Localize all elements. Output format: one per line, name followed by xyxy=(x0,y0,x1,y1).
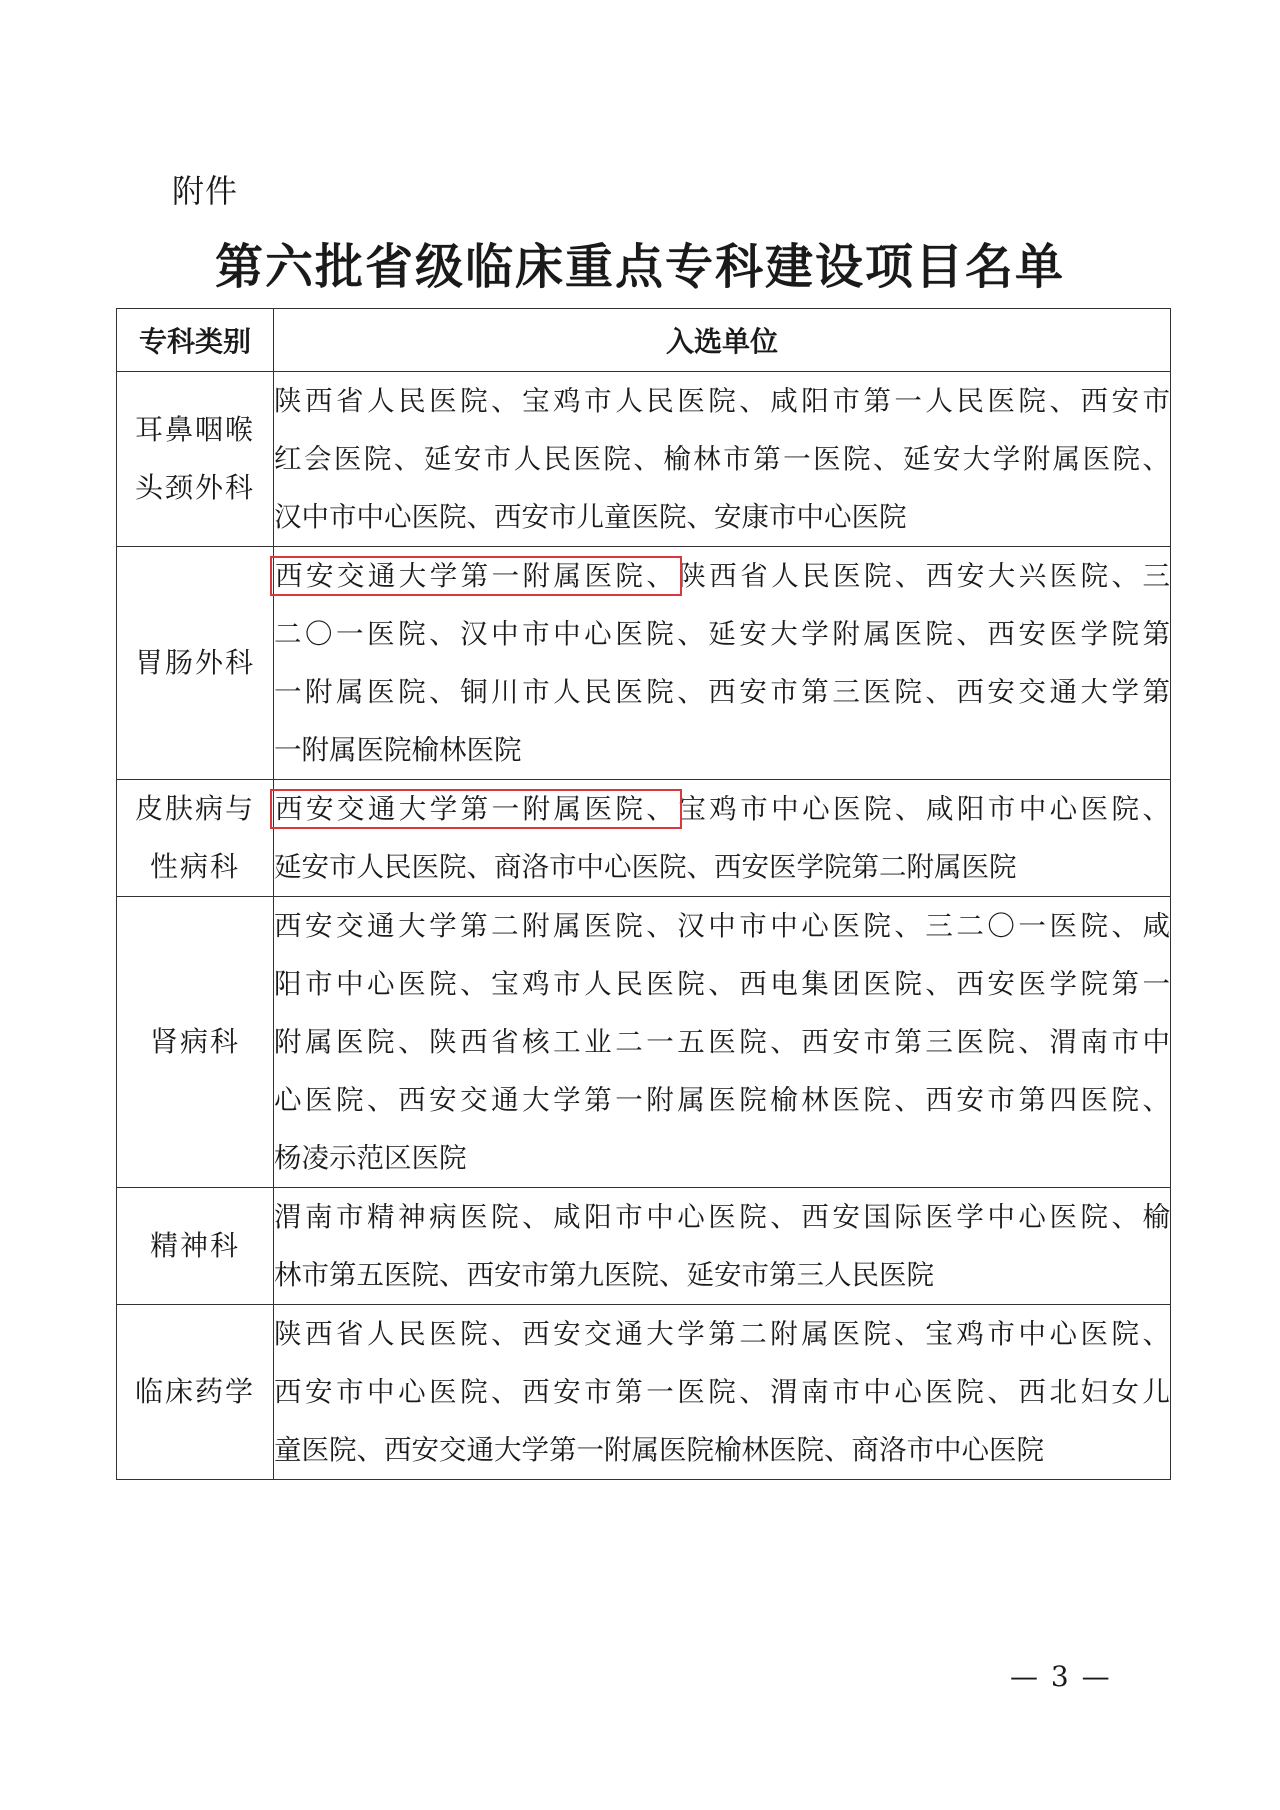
highlighted-unit: 西安交通大学第一附属医院、 xyxy=(275,793,678,825)
table-row xyxy=(117,547,1171,780)
unit-line: 林市第五医院、西安市第九医院、延安市第三人民医院 xyxy=(274,1259,934,1291)
category-cell xyxy=(117,780,274,897)
unit-line: 一附属医院、铜川市人民医院、西安市第三医院、西安交通大学第 xyxy=(274,676,1170,708)
unit-line: 杨凌示范区医院 xyxy=(274,1142,467,1174)
category-text: 皮肤病与 xyxy=(134,792,255,825)
unit-line: 延安市人民医院、商洛市中心医院、西安医学院第二附属医院 xyxy=(274,851,1017,883)
unit-line-rest: 陕西省人民医院、西安大兴医院、三 xyxy=(678,560,1171,592)
unit-line: 红会医院、延安市人民医院、榆林市第一医院、延安大学附属医院、 xyxy=(274,443,1170,475)
table-row xyxy=(117,1188,1171,1305)
unit-line: 渭南市精神病医院、咸阳市中心医院、西安国际医学中心医院、榆 xyxy=(274,1201,1170,1233)
category-text: 临床药学 xyxy=(134,1375,255,1408)
unit-line xyxy=(274,547,1170,605)
header-units: 入选单位 xyxy=(274,309,1171,372)
category-text: 肾病科 xyxy=(149,1025,240,1058)
category-text: 耳鼻咽喉 xyxy=(134,413,255,446)
category-text: 头颈外科 xyxy=(134,471,255,504)
table-row xyxy=(117,372,1171,547)
unit-line: 附属医院、陕西省核工业二一五医院、西安市第三医院、渭南市中 xyxy=(274,1026,1170,1058)
page-number: — 3 — xyxy=(1010,1660,1112,1693)
unit-line: 西安交通大学第二附属医院、汉中市中心医院、三二〇一医院、咸 xyxy=(274,910,1170,942)
unit-line: 汉中市中心医院、西安市儿童医院、安康市中心医院 xyxy=(274,501,907,533)
unit-line: 阳市中心医院、宝鸡市人民医院、西电集团医院、西安医学院第一 xyxy=(274,968,1170,1000)
unit-line: 童医院、西安交通大学第一附属医院榆林医院、商洛市中心医院 xyxy=(274,1434,1044,1466)
unit-line: 西安市中心医院、西安市第一医院、渭南市中心医院、西北妇女儿 xyxy=(274,1376,1170,1408)
units-cell xyxy=(274,372,1171,547)
units-cell xyxy=(274,1188,1171,1305)
category-text: 胃肠外科 xyxy=(134,646,255,679)
category-cell xyxy=(117,1188,274,1305)
table-row xyxy=(117,780,1171,897)
unit-line: 二〇一医院、汉中市中心医院、延安大学附属医院、西安医学院第 xyxy=(274,618,1170,650)
units-cell xyxy=(274,1305,1171,1480)
unit-line: 心医院、西安交通大学第一附属医院榆林医院、西安市第四医院、 xyxy=(274,1084,1170,1116)
unit-line-rest: 宝鸡市中心医院、咸阳市中心医院、 xyxy=(678,793,1171,825)
header-category: 专科类别 xyxy=(117,309,274,372)
unit-line: 陕西省人民医院、宝鸡市人民医院、咸阳市第一人民医院、西安市 xyxy=(274,385,1170,417)
units-cell xyxy=(274,547,1171,780)
category-cell xyxy=(117,547,274,780)
unit-line xyxy=(274,780,1170,838)
project-list-table xyxy=(116,308,1171,1480)
attachment-label: 附件 xyxy=(172,172,239,210)
category-text: 性病科 xyxy=(149,850,240,883)
highlighted-unit: 西安交通大学第一附属医院、 xyxy=(275,560,678,592)
units-cell xyxy=(274,897,1171,1188)
category-cell xyxy=(117,1305,274,1480)
category-text: 精神科 xyxy=(149,1229,240,1262)
table-row xyxy=(117,1305,1171,1480)
page-title: 第六批省级临床重点专科建设项目名单 xyxy=(214,239,1065,295)
unit-line: 一附属医院榆林医院 xyxy=(274,734,522,766)
table-row xyxy=(117,897,1171,1188)
units-cell xyxy=(274,780,1171,897)
table-header-row xyxy=(117,309,1171,372)
category-cell xyxy=(117,897,274,1188)
unit-line: 陕西省人民医院、西安交通大学第二附属医院、宝鸡市中心医院、 xyxy=(274,1318,1170,1350)
category-cell xyxy=(117,372,274,547)
